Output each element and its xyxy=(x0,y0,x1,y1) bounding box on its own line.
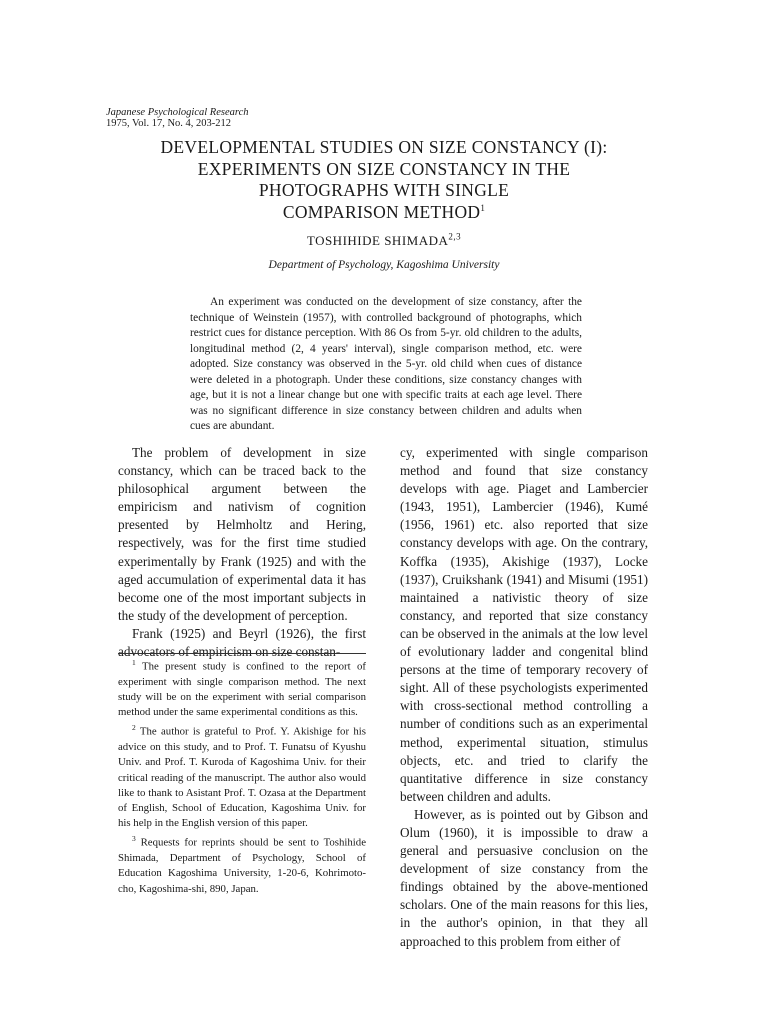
footnote-mark: 1 xyxy=(132,658,136,667)
footnote-3 xyxy=(118,831,366,896)
body-paragraph: However, as is pointed out by Gibson and Olum (1960), it is impossible to draw a general and persuasive conclusion on the development of size constancy from the findings obtained by the above-mentioned scholars. One of the main reasons for this lies, in the author's opinion, in that they all approached to this problem from either of xyxy=(400,806,648,949)
footnote-text: The author is grateful to Prof. Y. Akishige for his advice on this study, and to Prof. T. Funatsu of Kyushu Univ. and Prof. T. Kuroda of Kagoshima Univ. for their critical reading of the manuscript. The author also would like to thank to Asistant Prof. T. Ozasa at the Department of English, School of Education, Kagoshima Univ. for his help in the English version of this paper. xyxy=(118,726,366,830)
abstract-text: An experiment was conducted on the development of size constancy, after the technique of Weinstein (1957), with controlled background of photographs, which restrict cues for distance perception. With 86 Os from 5-yr. old children to the adults, longitudinal method (2, 4 years' interval), single comparison method, etc. were adopted. Size constancy was observed in the 5-yr. old child when cues of distance were deleted in a photograph. Under these conditions, size constancy changes with age, but it is not a linear change but one with specific traits at each age level. There was no significant difference in size constancy between children and adults when cues are abundant. xyxy=(190,296,582,432)
footnote-2 xyxy=(118,720,366,831)
body-column-right xyxy=(400,444,648,951)
author-affiliation: Department of Psychology, Kagoshima University xyxy=(268,259,500,271)
footnote-text: Requests for reprints should be sent to Toshihide Shimada, Department of Psychology, School of Education Kagoshima University, 1-20-6, Kohrimoto-cho, Kagoshima-shi, 890, Japan. xyxy=(118,837,366,895)
title-line-4-text: COMPARISON METHOD xyxy=(282,201,481,222)
body-paragraph: cy, experimented with single comparison method and found that size constancy develops with age. Piaget and Lambercier (1943, 1951), Lambercier (1946), Kumé (1956, 1961) etc. also reported that size constancy develops with age. On the contrary, Koffka (1935), Akishige (1937), Locke (1937), Cruikshank (1941) and Misumi (1951) maintained a nativistic theory of size constancy, and reported that size constancy can be observed in the animals at the low level of evolutionary ladder and congenital blind persons at the time of temporary recovery of sight. All of these psychologists experimented with cross-sectional method controlling a number of conditions such as an experimental method, experimental situation, stimulus objects, etc. and tried to clarify the quantitative difference in size constancy between children and adults. xyxy=(400,445,648,804)
journal-volume: 1975, Vol. 17, No. 4, 203-212 xyxy=(106,118,232,129)
title-line-3: PHOTOGRAPHS WITH SINGLE xyxy=(258,180,510,200)
footnotes xyxy=(118,655,366,897)
body-column-left xyxy=(118,444,366,661)
body-paragraph: The problem of development in size constancy, which can be traced back to the philosophical argument between the empiricism and nativism of cognition presented by Helmholtz and Hering, respectively, was for the first time studied experimentally by Frank (1925) and with the aged accumulation of experimental data it has become one of the most important subjects in the study of the development of perception. xyxy=(118,445,366,623)
footnote-mark: 2 xyxy=(132,723,136,733)
title-line-2: EXPERIMENTS ON SIZE CONSTANCY IN THE xyxy=(197,158,571,179)
author-line xyxy=(0,233,768,249)
paper-title xyxy=(120,137,648,223)
abstract xyxy=(190,295,582,435)
body-paragraph: Frank (1925) and Beyrl (1926), the first advocators of empiricism on size constan- xyxy=(118,625,366,660)
footnote-mark: 3 xyxy=(132,834,136,844)
journal-header xyxy=(106,107,248,129)
title-footnote-mark: 1 xyxy=(480,202,486,213)
title-line-4 xyxy=(120,202,648,224)
author-footnote-marks: 2,3 xyxy=(448,231,462,242)
author-name: TOSHIHIDE SHIMADA xyxy=(306,233,449,248)
title-line-1: DEVELOPMENTAL STUDIES ON SIZE CONSTANCY (I): xyxy=(160,137,608,157)
footnote-1 xyxy=(118,655,366,720)
journal-name: Japanese Psychological Research xyxy=(106,107,249,118)
footnote-divider xyxy=(118,653,366,654)
footnote-text: The present study is confined to the report of experiment with single comparison method. The next study will be on the experiment with serial comparison method under the same experimental conditions as this. xyxy=(118,660,366,719)
